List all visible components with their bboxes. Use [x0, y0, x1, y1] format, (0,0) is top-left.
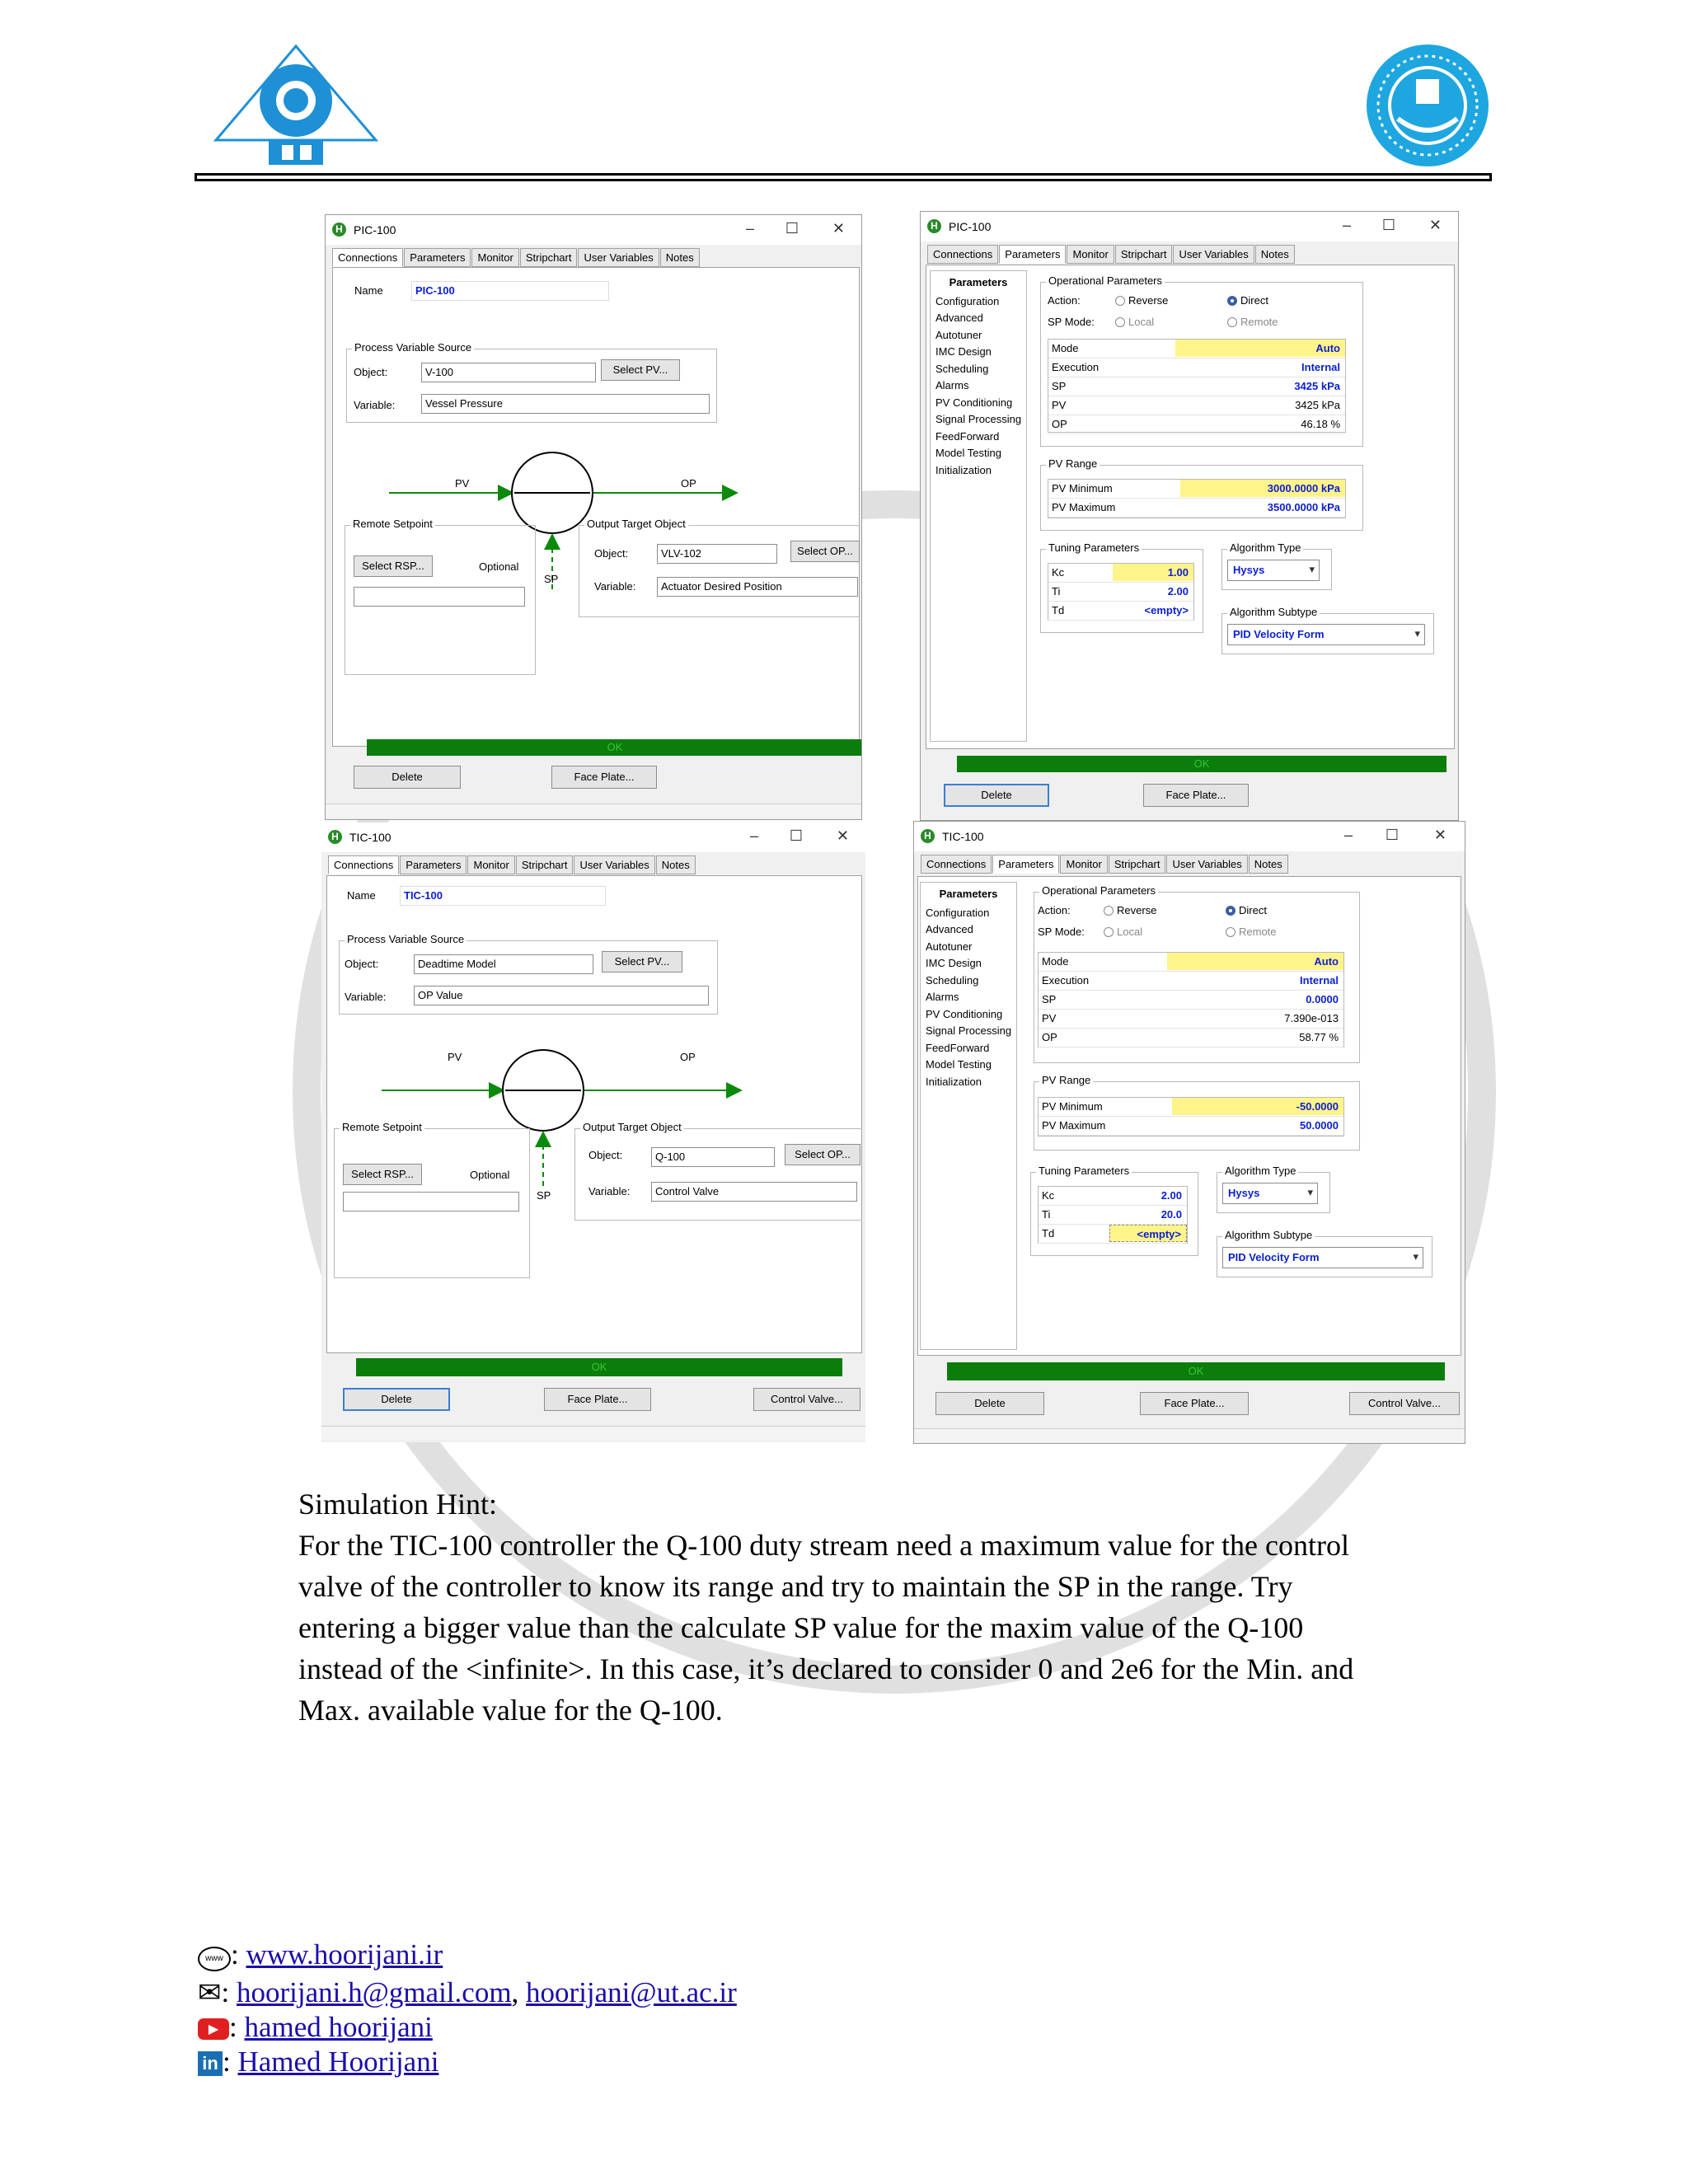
close-icon[interactable]: ✕ [1433, 827, 1447, 843]
tab-notes[interactable]: Notes [656, 855, 696, 874]
group-label: PV Range [1046, 457, 1100, 470]
nav-item-feedforward[interactable]: FeedForward [935, 429, 1000, 443]
sp-mode-label: SP Mode: [1048, 316, 1095, 328]
parameters-nav [930, 270, 1027, 742]
reverse-radio[interactable]: Reverse [1115, 294, 1168, 307]
hint-title: Simulation Hint: [298, 1488, 498, 1521]
name-field[interactable]: PIC-100 [411, 281, 609, 301]
youtube-contact: ▶ : hamed hoorijani [198, 2011, 433, 2044]
sp-mode-label: SP Mode: [1038, 926, 1085, 938]
window-title: TIC-100 [349, 831, 392, 844]
table-row: Kc 2.00 [1039, 1187, 1187, 1206]
operational-table [1048, 339, 1346, 433]
email-link[interactable]: hoorijani.h@gmail.com [236, 1976, 512, 2008]
minimize-icon[interactable]: – [749, 827, 758, 844]
nav-item-configuration[interactable]: Configuration [926, 906, 990, 919]
tab-user-variables[interactable]: User Variables [1166, 855, 1247, 874]
tuning-parameters-group [1040, 541, 1203, 633]
close-icon[interactable]: ✕ [836, 827, 849, 844]
tab-connections[interactable]: Connections [328, 855, 399, 874]
select-pv-button[interactable]: Select PV... [601, 359, 680, 381]
nav-item-configuration[interactable]: Configuration [935, 294, 1000, 307]
linkedin-contact: in : Hamed Hoorijani [198, 2046, 438, 2079]
direct-radio[interactable]: Direct [1227, 294, 1268, 307]
group-label: Algorithm Subtype [1222, 1229, 1315, 1241]
object-field[interactable]: V-100 [421, 363, 596, 382]
nav-item-alarms[interactable]: Alarms [926, 991, 959, 1003]
table-row: Execution Internal [1048, 359, 1345, 377]
name-field[interactable]: TIC-100 [400, 886, 606, 906]
output-target-object-group [579, 518, 860, 617]
minimize-icon[interactable]: – [1343, 827, 1353, 843]
email-icon: ✉ [198, 1978, 222, 2008]
nav-item-scheduling[interactable]: Scheduling [935, 362, 989, 375]
algorithm-subtype-select[interactable]: PID Velocity Form ▾ [1227, 624, 1425, 645]
op-label: OP [680, 1051, 696, 1063]
nav-title: Parameters [949, 276, 1008, 288]
close-icon[interactable]: ✕ [1428, 217, 1442, 233]
parameters-nav [920, 882, 1017, 1350]
nav-item-model-testing[interactable]: Model Testing [935, 447, 1001, 459]
nav-item-initialization[interactable]: Initialization [935, 463, 992, 476]
window-title: PIC-100 [354, 223, 396, 237]
object-field[interactable]: Deadtime Model [414, 954, 593, 974]
select-op-button[interactable]: Select OP... [785, 1144, 860, 1165]
table-row: Execution Internal [1039, 972, 1343, 991]
nav-item-signal-processing[interactable]: Signal Processing [935, 413, 1022, 425]
reverse-radio[interactable]: Reverse [1104, 904, 1156, 916]
pv-label: PV [448, 1051, 462, 1063]
linkedin-icon: in [198, 2051, 223, 2076]
title-bar [921, 212, 1458, 241]
process-variable-source-group [346, 341, 717, 423]
pv-label: PV [455, 477, 470, 490]
tab-strip [328, 855, 696, 874]
nav-item-autotuner[interactable]: Autotuner [935, 328, 982, 341]
tab-parameters[interactable]: Parameters [999, 245, 1066, 264]
nav-item-autotuner[interactable]: Autotuner [926, 940, 973, 953]
remote-setpoint-group [345, 518, 536, 675]
table-row: PV Maximum 3500.0000 kPa [1048, 499, 1345, 518]
select-rsp-button[interactable]: Select RSP... [343, 1164, 422, 1185]
connections-panel [326, 875, 862, 1353]
tic-parameters-window [913, 821, 1465, 1444]
engineering-gear-logo [211, 41, 381, 171]
group-label: Operational Parameters [1039, 884, 1158, 897]
website-link[interactable]: www.hoorijani.ir [246, 1938, 443, 1971]
group-label: Algorithm Type [1222, 1165, 1298, 1177]
operational-parameters-group [1034, 884, 1360, 1063]
ok-status-bar: OK [947, 1362, 1445, 1380]
tab-monitor[interactable]: Monitor [1060, 855, 1107, 874]
group-label: Output Target Object [584, 518, 688, 530]
nav-title: Parameters [939, 888, 998, 900]
group-label: Tuning Parameters [1046, 541, 1142, 554]
algorithm-subtype-select[interactable]: PID Velocity Form ▾ [1222, 1247, 1423, 1268]
tab-notes[interactable]: Notes [1249, 855, 1288, 874]
tab-connections[interactable]: Connections [332, 248, 403, 267]
title-bar [326, 215, 861, 245]
tab-monitor[interactable]: Monitor [1067, 245, 1114, 264]
optional-label: Optional [470, 1169, 510, 1181]
variable-label: Variable: [354, 399, 396, 411]
object-label: Object: [588, 1149, 623, 1161]
optional-label: Optional [479, 560, 519, 573]
rsp-field[interactable] [354, 587, 525, 607]
op-label: OP [681, 477, 696, 490]
window-title: TIC-100 [942, 830, 984, 843]
close-icon[interactable]: ✕ [832, 220, 845, 237]
tab-notes[interactable]: Notes [660, 248, 700, 267]
tab-connections[interactable]: Connections [927, 245, 998, 264]
table-row: PV Minimum -50.0000 [1039, 1098, 1343, 1117]
tab-stripchart[interactable]: Stripchart [1115, 245, 1173, 264]
table-row: OP 58.77 % [1039, 1029, 1343, 1047]
face-plate-button[interactable]: Face Plate... [1143, 784, 1249, 807]
nav-item-imc-design[interactable]: IMC Design [926, 957, 982, 969]
tab-stripchart[interactable]: Stripchart [1109, 855, 1166, 874]
nav-item-pv-conditioning[interactable]: PV Conditioning [926, 1007, 1003, 1020]
algorithm-type-select[interactable]: Hysys ▾ [1227, 560, 1320, 581]
algorithm-type-group [1217, 1165, 1330, 1213]
group-label: Remote Setpoint [350, 518, 435, 530]
tab-user-variables[interactable]: User Variables [578, 248, 659, 267]
horizontal-scrollbar[interactable] [321, 1426, 865, 1440]
variable-field[interactable]: Vessel Pressure [421, 394, 710, 414]
face-plate-button[interactable]: Face Plate... [544, 1388, 651, 1411]
group-label: Tuning Parameters [1036, 1165, 1132, 1177]
tab-strip [332, 248, 701, 266]
direct-radio[interactable]: Direct [1226, 904, 1267, 916]
tab-notes[interactable]: Notes [1255, 245, 1295, 264]
output-object-field[interactable]: VLV-102 [657, 544, 777, 564]
table-row: Td <empty> [1039, 1225, 1187, 1244]
hint-line: entering a bigger value than the calculate SP value for the maxim value of the Q-100 [298, 1611, 1304, 1644]
tab-stripchart[interactable]: Stripchart [520, 248, 578, 267]
hysys-icon: H [328, 830, 342, 844]
control-valve-button[interactable]: Control Valve... [753, 1388, 860, 1411]
remote-radio[interactable]: Remote [1226, 926, 1277, 938]
hint-line: Max. available value for the Q-100. [298, 1694, 723, 1727]
group-label: Operational Parameters [1046, 274, 1165, 287]
remote-setpoint-group [334, 1121, 530, 1278]
output-variable-field[interactable]: Control Valve [651, 1182, 857, 1202]
hint-line: instead of the <infinite>. In this case, it’s declared to consider 0 and 2e6 for the Min. and [298, 1652, 1354, 1685]
window-title: PIC-100 [949, 220, 992, 233]
youtube-icon: ▶ [198, 2018, 229, 2040]
sp-label: SP [544, 573, 559, 585]
tab-monitor[interactable]: Monitor [471, 248, 518, 267]
pv-range-group [1040, 457, 1363, 531]
name-label: Name [354, 284, 383, 297]
parameters-panel [926, 265, 1455, 749]
variable-label: Variable: [594, 580, 636, 593]
www-icon: www [198, 1947, 231, 1971]
select-pv-button[interactable]: Select PV... [602, 951, 682, 972]
minimize-icon[interactable]: – [745, 220, 754, 237]
university-of-tehran-logo [1365, 43, 1490, 168]
object-label: Object: [354, 366, 388, 378]
minimize-icon[interactable]: – [1342, 217, 1351, 233]
select-rsp-button[interactable]: Select RSP... [354, 555, 433, 577]
title-bar [914, 822, 1465, 851]
nav-item-alarms[interactable]: Alarms [935, 379, 969, 391]
maximize-icon[interactable]: ☐ [789, 827, 803, 844]
group-label: Remote Setpoint [340, 1121, 424, 1133]
table-row: PV 3425 kPa [1048, 396, 1345, 415]
ok-status-bar: OK [957, 756, 1447, 772]
table-row: OP 46.18 % [1048, 415, 1345, 434]
tab-strip [927, 245, 1296, 263]
local-radio[interactable]: Local [1104, 926, 1142, 938]
operational-table [1038, 952, 1344, 1047]
connections-panel [332, 267, 860, 747]
pv-range-table [1048, 479, 1346, 518]
nav-item-imc-design[interactable]: IMC Design [935, 345, 992, 358]
group-label: Output Target Object [580, 1121, 684, 1133]
remote-radio[interactable]: Remote [1227, 316, 1278, 328]
nav-item-feedforward[interactable]: FeedForward [926, 1041, 990, 1054]
maximize-icon[interactable]: ☐ [1381, 217, 1395, 233]
face-plate-button[interactable]: Face Plate... [1140, 1392, 1249, 1415]
table-row: Kc 1.00 [1048, 564, 1193, 583]
nav-item-signal-processing[interactable]: Signal Processing [926, 1024, 1012, 1037]
algorithm-subtype-group [1221, 606, 1434, 654]
email-link[interactable]: hoorijani@ut.ac.ir [526, 1976, 737, 2008]
maximize-icon[interactable]: ☐ [785, 220, 799, 237]
pv-range-table [1038, 1097, 1344, 1137]
object-label: Object: [345, 958, 379, 970]
tab-stripchart[interactable]: Stripchart [516, 855, 574, 874]
group-label: Algorithm Type [1227, 541, 1303, 554]
tab-connections[interactable]: Connections [921, 855, 992, 874]
control-valve-button[interactable]: Control Valve... [1349, 1392, 1460, 1415]
delete-button[interactable]: Delete [354, 766, 461, 789]
rsp-field[interactable] [343, 1192, 519, 1212]
hysys-icon: H [927, 219, 941, 233]
header-rule [195, 173, 1492, 181]
tab-parameters[interactable]: Parameters [400, 855, 467, 874]
ok-status-bar: OK [356, 1358, 842, 1376]
sp-label: SP [537, 1189, 551, 1202]
table-row: Mode Auto [1048, 340, 1345, 359]
name-label: Name [347, 889, 376, 902]
maximize-icon[interactable]: ☐ [1385, 827, 1399, 843]
nav-item-model-testing[interactable]: Model Testing [926, 1058, 992, 1071]
table-row: Ti 20.0 [1039, 1206, 1187, 1225]
object-label: Object: [594, 547, 629, 560]
table-row: Mode Auto [1039, 953, 1343, 972]
title-bar [321, 823, 865, 852]
linkedin-link[interactable]: Hamed Hoorijani [237, 2046, 439, 2078]
pv-range-group [1034, 1074, 1360, 1151]
hysys-icon: H [921, 829, 935, 843]
output-object-field[interactable]: Q-100 [651, 1147, 775, 1167]
group-label: Algorithm Subtype [1227, 606, 1320, 618]
action-label: Action: [1038, 904, 1071, 916]
nav-item-scheduling[interactable]: Scheduling [926, 973, 979, 987]
table-row: SP 3425 kPa [1048, 377, 1345, 396]
nav-item-initialization[interactable]: Initialization [926, 1075, 982, 1088]
tab-user-variables[interactable]: User Variables [1173, 245, 1254, 264]
table-row: Ti 2.00 [1048, 583, 1193, 602]
tuning-table [1048, 563, 1194, 621]
output-variable-field[interactable]: Actuator Desired Position [657, 577, 858, 597]
tic-connections-window [321, 823, 865, 1442]
hysys-icon: H [332, 223, 346, 237]
tab-monitor[interactable]: Monitor [467, 855, 514, 874]
tab-user-variables[interactable]: User Variables [574, 855, 654, 874]
group-label: Process Variable Source [345, 933, 467, 945]
algorithm-subtype-group [1217, 1229, 1432, 1277]
algorithm-type-group [1221, 541, 1332, 590]
nav-item-advanced[interactable]: Advanced [935, 312, 983, 324]
operational-parameters-group [1040, 274, 1363, 447]
delete-button[interactable]: Delete [343, 1388, 450, 1411]
parameters-panel [917, 876, 1461, 1356]
tab-strip [921, 855, 1289, 873]
delete-button[interactable]: Delete [935, 1392, 1044, 1415]
delete-button[interactable]: Delete [944, 784, 1049, 807]
output-target-object-group [574, 1121, 862, 1221]
pic-connections-window [325, 214, 862, 820]
table-row: PV 7.390e-013 [1039, 1010, 1343, 1029]
process-variable-source-group [339, 933, 718, 1015]
table-row: Td <empty> [1048, 602, 1193, 621]
variable-label: Variable: [588, 1185, 631, 1197]
local-radio[interactable]: Local [1115, 316, 1154, 328]
variable-label: Variable: [345, 991, 387, 1003]
horizontal-scrollbar[interactable] [914, 1428, 1465, 1442]
email-contact: ✉: hoorijani.h@gmail.com, hoorijani@ut.ac.ir [198, 1976, 737, 2008]
pic-parameters-window [920, 211, 1459, 821]
tuning-table [1038, 1186, 1188, 1244]
tab-parameters[interactable]: Parameters [992, 855, 1059, 874]
nav-item-advanced[interactable]: Advanced [926, 923, 973, 935]
action-label: Action: [1048, 294, 1081, 307]
group-label: Process Variable Source [352, 341, 474, 354]
tuning-parameters-group [1030, 1165, 1198, 1256]
table-row: PV Maximum 50.0000 [1039, 1117, 1343, 1136]
select-op-button[interactable]: Select OP... [790, 541, 860, 562]
table-row: PV Minimum 3000.0000 kPa [1048, 480, 1345, 499]
youtube-link[interactable]: hamed hoorijani [244, 2011, 433, 2043]
tab-parameters[interactable]: Parameters [404, 248, 471, 267]
nav-item-pv-conditioning[interactable]: PV Conditioning [935, 396, 1013, 409]
horizontal-scrollbar[interactable] [326, 804, 861, 818]
variable-field[interactable]: OP Value [414, 986, 709, 1005]
ok-status-bar: OK [367, 739, 862, 756]
hint-line: valve of the controller to know its range and try to maintain the SP in the range. Try [298, 1570, 1293, 1603]
hint-line: For the TIC-100 controller the Q-100 duty stream need a maximum value for the control [298, 1529, 1349, 1562]
website-contact: www : www.hoorijani.ir [198, 1938, 443, 1971]
face-plate-button[interactable]: Face Plate... [551, 766, 657, 789]
algorithm-type-select[interactable]: Hysys ▾ [1222, 1183, 1318, 1204]
table-row: SP 0.0000 [1039, 991, 1343, 1010]
group-label: PV Range [1039, 1074, 1093, 1086]
